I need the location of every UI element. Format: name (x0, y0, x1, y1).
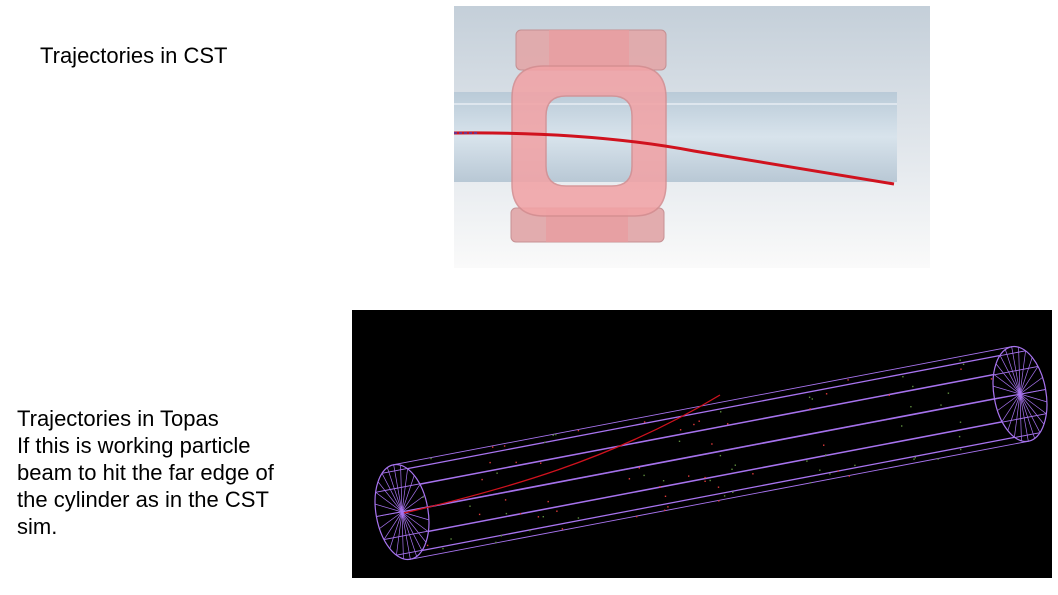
particle-hit-dot (699, 421, 700, 422)
particle-hit-dot (902, 376, 903, 377)
topas-caption-line-1: Trajectories in Topas (17, 406, 219, 431)
particle-hit-dot (847, 379, 848, 380)
near-cap-spoke (375, 504, 402, 512)
particle-hit-dot (529, 530, 530, 531)
particle-hit-dot (732, 492, 733, 493)
near-cap-spoke (402, 512, 417, 556)
particle-hit-dot (430, 458, 431, 459)
particle-hit-dot (720, 411, 721, 412)
particle-hit-dot (450, 538, 451, 539)
particle-hit-dot (718, 500, 719, 501)
far-cap-spoke (1020, 377, 1043, 394)
particle-hit-dot (506, 513, 507, 514)
particle-hit-dot (679, 441, 680, 442)
near-cap-spoke (402, 475, 414, 512)
particle-hit-dot (704, 481, 705, 482)
particle-hit-dot (562, 528, 563, 529)
particle-hit-dot (823, 445, 824, 446)
particle-hit-dot (540, 463, 541, 464)
particle-hit-dot (963, 364, 964, 365)
particle-hit-dot (849, 475, 850, 476)
particle-hit-dot (665, 496, 666, 497)
particle-hit-dot (912, 386, 913, 387)
particle-hit-dot (720, 455, 721, 456)
particle-hit-dot (663, 480, 664, 481)
far-cap-spoke (994, 394, 1020, 399)
particle-hit-dot (889, 395, 890, 396)
particle-hit-dot (727, 423, 728, 424)
far-cap-spoke (1020, 351, 1026, 394)
particle-hit-dot (553, 435, 554, 436)
far-cap-spoke (1005, 350, 1020, 394)
particle-hit-dot (960, 369, 961, 370)
cst-trajectory-image (454, 6, 930, 268)
particle-hit-dot (735, 465, 736, 466)
cylinder-wireframe (368, 342, 1052, 564)
particle-hit-dot (693, 424, 694, 425)
near-cap-spoke (396, 512, 402, 555)
topas-caption (17, 405, 317, 540)
particle-hit-dot (520, 513, 521, 514)
particle-hit-dot (829, 473, 830, 474)
particle-hit-dot (960, 422, 961, 423)
cst-render (454, 6, 930, 268)
particle-hit-dot (809, 408, 810, 409)
particle-hit-dot (644, 421, 645, 422)
far-cap-spoke (1008, 394, 1020, 431)
particle-hit-dot (469, 506, 470, 507)
particle-hit-dot (825, 454, 826, 455)
particle-hit-dot (960, 449, 961, 450)
particle-hit-dot (548, 501, 549, 502)
near-cap-spoke (382, 473, 402, 512)
particle-hit-dot (810, 482, 811, 483)
particle-hit-dot (555, 434, 556, 435)
cylinder-edge-line (384, 422, 1002, 540)
particle-hit-dot (578, 517, 579, 518)
particle-hit-dot (659, 486, 660, 487)
particle-hit-dot (501, 535, 502, 536)
particle-hit-dot (629, 478, 630, 479)
far-cap-spoke (1000, 355, 1020, 394)
topas-caption-line-5: sim. (17, 514, 58, 539)
particle-hit-dot (495, 542, 496, 543)
far-cap-spoke (1020, 394, 1040, 433)
particle-hit-dot (913, 459, 914, 460)
particle-hit-dot (688, 475, 689, 476)
cylinder-edge-line (376, 374, 994, 492)
particle-hit-dot (948, 393, 949, 394)
near-cap-spoke (379, 512, 402, 529)
particle-hit-dot (819, 470, 820, 471)
particle-hit-dot (711, 443, 712, 444)
particle-hit-dot (442, 548, 443, 549)
particle-hit-dot (838, 470, 839, 471)
particle-hit-dot (556, 511, 557, 512)
particle-hit-dot (959, 436, 960, 437)
topas-caption-line-3: beam to hit the far edge of (17, 460, 274, 485)
particle-hit-dot (826, 393, 827, 394)
particle-hit-dot (680, 429, 681, 430)
particle-hit-dot (854, 465, 855, 466)
near-cap-spoke (402, 469, 408, 512)
particle-hit-dot (910, 406, 911, 407)
particle-hit-dot (667, 506, 668, 507)
particle-hit-dot (481, 479, 482, 480)
particle-hit-dot (496, 473, 497, 474)
particle-hit-dot (806, 460, 807, 461)
particle-hit-dot (812, 398, 813, 399)
near-cap-spoke (402, 512, 422, 551)
particle-hit-dot (724, 495, 725, 496)
particle-hit-dot (960, 360, 961, 361)
particle-hit-dot (538, 516, 539, 517)
particle-hit-dot (636, 516, 637, 517)
particle-hit-dot (915, 457, 916, 458)
particle-hit-dot (504, 445, 505, 446)
cst-caption: Trajectories in CST (40, 43, 228, 68)
far-cap-spoke (993, 386, 1020, 394)
particle-hit-dot (664, 510, 665, 511)
particle-hit-dot (718, 487, 719, 488)
particle-hit-dot (940, 404, 941, 405)
topas-caption-line-4: the cylinder as in the CST (17, 487, 269, 512)
far-cap-spoke (1014, 394, 1020, 437)
particle-hit-dot (492, 446, 493, 447)
particle-hit-dot (639, 467, 640, 468)
topas-trajectory-image (352, 310, 1052, 578)
particle-hit-dot (809, 397, 810, 398)
particle-hit-dot (427, 545, 428, 546)
particle-hit-dot (937, 458, 938, 459)
particle-hit-dot (901, 425, 902, 426)
particle-hit-dot (422, 497, 423, 498)
particle-hit-dot (505, 499, 506, 500)
topas-caption-line-2: If this is working particle (17, 433, 251, 458)
far-cap-spoke (1020, 357, 1032, 394)
far-cap-spoke (1020, 394, 1047, 402)
cylinder-edge-line (420, 366, 1038, 484)
near-cap-spoke (390, 512, 402, 549)
particle-hit-dot (731, 469, 732, 470)
particle-hit-dot (543, 516, 544, 517)
particle-hit-dot (710, 480, 711, 481)
particle-hit-dot (479, 514, 480, 515)
particle-hit-dot (489, 462, 490, 463)
particle-hit-dot (544, 442, 545, 443)
topas-render (352, 310, 1052, 578)
magnet-top-pole (549, 30, 629, 70)
particle-hit-dot (991, 378, 992, 379)
particle-hit-dot (752, 473, 753, 474)
particle-hit-dot (643, 475, 644, 476)
particle-hit-dot (704, 477, 705, 478)
particle-hit-dot (578, 430, 579, 431)
particle-hit-dot (516, 462, 517, 463)
